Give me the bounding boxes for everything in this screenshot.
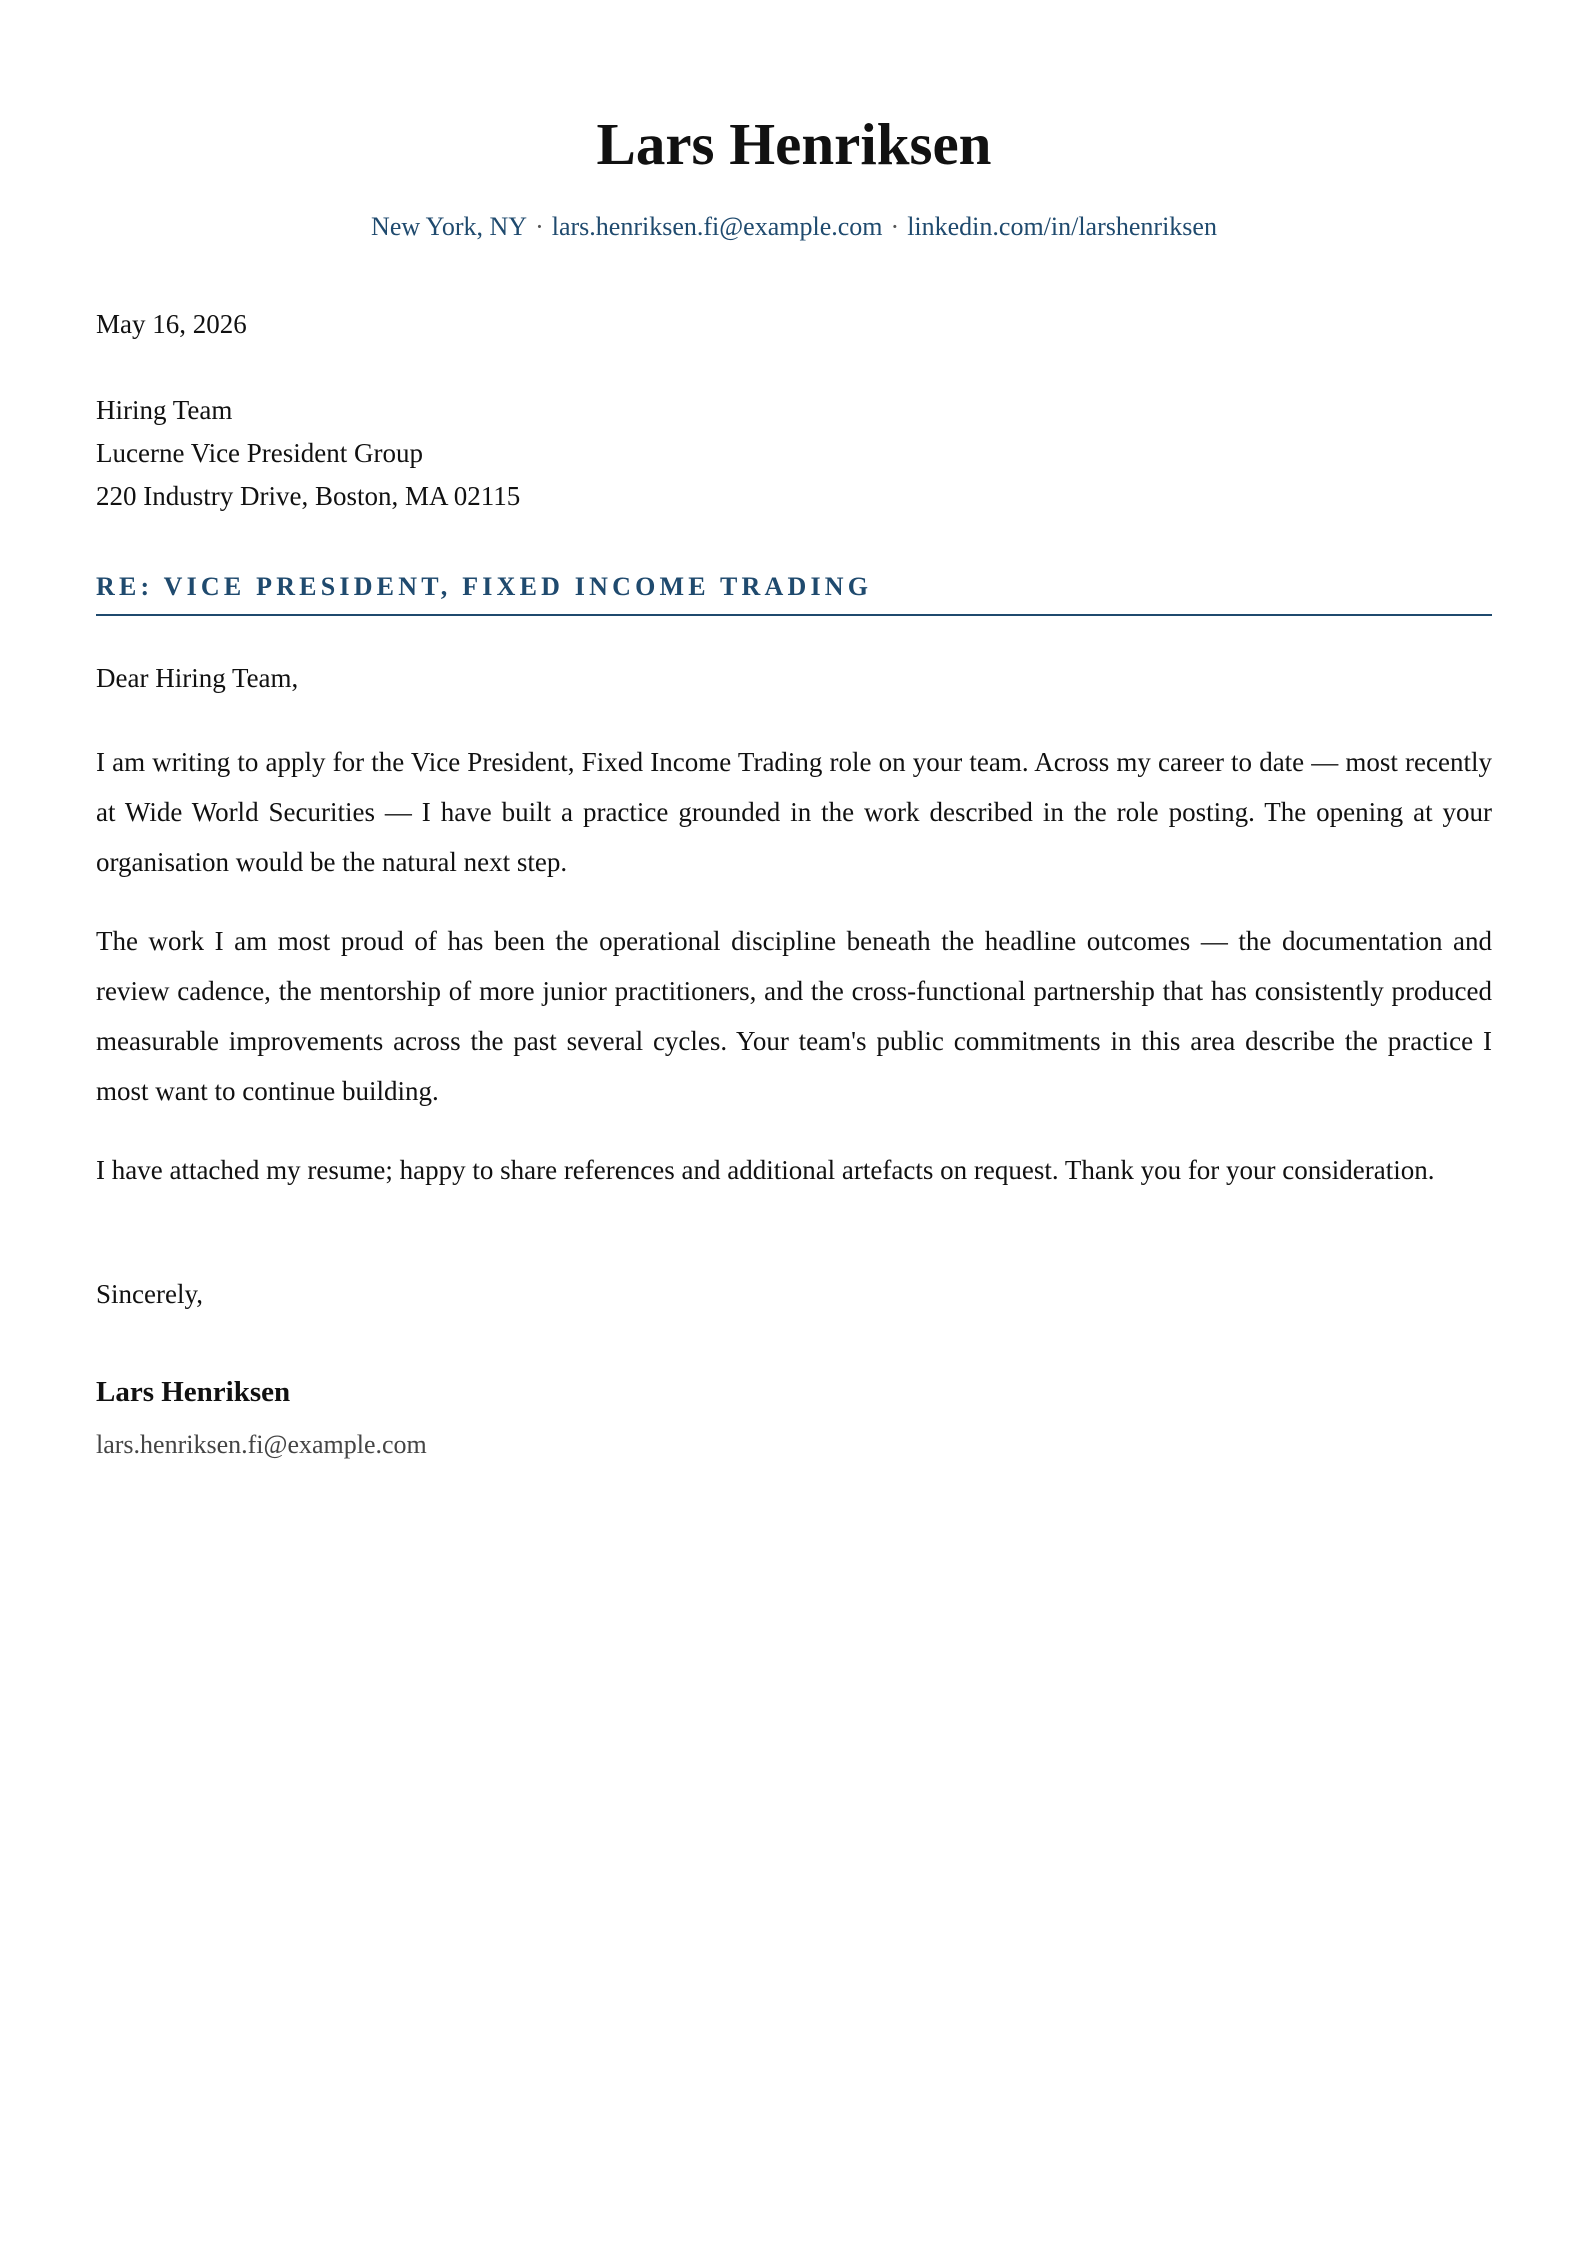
closing: Sincerely, [96, 1279, 203, 1309]
recipient-address: 220 Industry Drive, Boston, MA 02115 [96, 481, 521, 511]
letter-body [96, 737, 1492, 1224]
applicant-name: Lars Henriksen [596, 111, 992, 177]
subject-heading: RE: VICE PRESIDENT, FIXED INCOME TRADING [96, 570, 1492, 616]
letter-date: May 16, 2026 [96, 309, 247, 339]
body-paragraph: I am writing to apply for the Vice President, Fixed Income Trading role on your team. Across my career to date — most recently at Wide World Securities — I have built a practice grounded in the work described in the role posting. The opening at your organisation would be the natural next step. [96, 747, 1492, 877]
location-text: New York, NY [371, 212, 528, 241]
contact-separator: · [535, 212, 544, 241]
recipient-line: Hiring Team [96, 395, 233, 425]
body-paragraph: The work I am most proud of has been the operational discipline beneath the headline outcomes — the documentation and review cadence, the mentorship of more junior practitioners, and the cross-functional partnership that has consistently produced measurable improvements across the past several cycles. Your team's public commitments in this area describe the practice I most want to continue building. [96, 926, 1492, 1106]
linkedin-link[interactable]: linkedin.com/in/larshenriksen [907, 212, 1217, 241]
signature-name: Lars Henriksen [96, 1376, 291, 1408]
recipient-block [96, 389, 1492, 518]
contact-line [0, 210, 1588, 244]
signature-email[interactable]: lars.henriksen.fi@example.com [96, 1430, 427, 1459]
body-paragraph: I have attached my resume; happy to share references and additional artefacts on request. Thank you for your consideration. [96, 1155, 1435, 1185]
greeting: Dear Hiring Team, [96, 663, 299, 693]
recipient-company: Lucerne Vice President Group [96, 438, 424, 468]
email-link[interactable]: lars.henriksen.fi@example.com [551, 212, 883, 241]
contact-separator: · [890, 212, 900, 241]
